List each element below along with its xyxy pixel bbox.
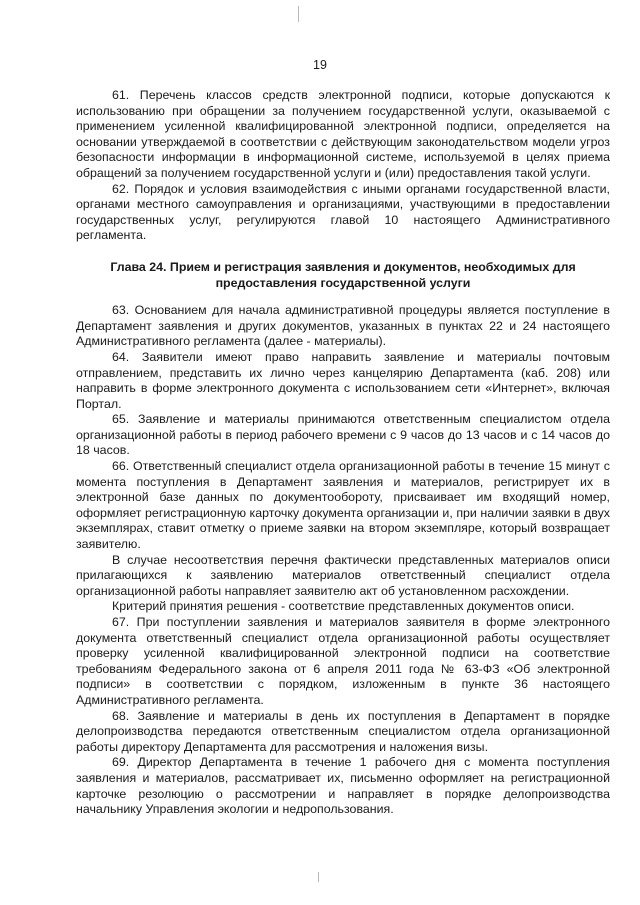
document-body xyxy=(76,88,610,818)
paragraph-64: 64. Заявители имеют право направить заявление и материалы почтовым отправлением, представить их лично через канцелярию Департамента (каб. 208) или направить в форме электронного документа с использованием сети «Интернет», включая Портал. xyxy=(76,349,610,411)
paragraph-66-criterion: Критерий принятия решения - соответствие представленных документов описи. xyxy=(112,599,575,614)
paragraph-62: 62. Порядок и условия взаимодействия с иными органами государственной власти, органами местного самоуправления и организациями, участвующими в предоставлении государственных услуг, регулируются главой 10 настоящего Административного регламента. xyxy=(76,181,610,243)
paragraph-66: 66. Ответственный специалист отдела организационной работы в течение 15 минут с момента поступления в Департамент заявления и материалов, регистрирует их в электронной базе данных по документообороту, присваивает им входящий номер, оформляет регистрационную карточку документа организации и, при наличии заявки в двух экземплярах, ставит отметку о приеме заявки на втором экземпляре, который возвращает заявителю. xyxy=(76,459,610,552)
chapter-heading: Глава 24. Прием и регистрация заявления и документов, необходимых для предоставления государственной услуги xyxy=(110,259,576,290)
scan-mark-bottom xyxy=(318,872,319,882)
paragraph-61: 61. Перечень классов средств электронной подписи, которые допускаются к использованию при обращении за получением государственной услуги, оказываемой с применением усиленной квалифицированной электронной подписи, определяется на основании утверждаемой в соответствии с действующим законодательством модели угроз безопасности информации в информационной системе, используемой в целях приема обращений за получением государственной услуги и (или) предоставления такой услуги. xyxy=(76,88,610,180)
paragraph-69: 69. Директор Департамента в течение 1 рабочего дня с момента поступления заявления и материалов, рассматривает их, письменно оформляет на регистрационной карточке резолюцию о рассмотрении и направляет в порядке делопроизводства начальнику Управления экологии и недропользования. xyxy=(76,755,610,817)
paragraph-67: 67. При поступлении заявления и материалов заявителя в форме электронного документа ответственный специалист отдела организационной работы осуществляет проверку усиленной квалифицированной электронной подписи на соответствие требованиям Федерального закона от 6 апреля 2011 года № 63-ФЗ «Об электронной подписи» в соответствии с порядком, изложенным в пункте 36 настоящего Административного регламента. xyxy=(76,615,610,707)
scan-mark-top xyxy=(298,6,299,22)
paragraph-68: 68. Заявление и материалы в день их поступления в Департамент в порядке делопроизводства передаются ответственным специалистом отдела организационной работы директору Департамента для рассмотрения и наложения визы. xyxy=(76,708,610,754)
paragraph-63: 63. Основанием для начала административной процедуры является поступление в Департамент заявления и других документов, указанных в пунктах 22 и 24 настоящего Административного регламента (далее - материалы). xyxy=(76,303,610,349)
page-number: 19 xyxy=(313,58,327,72)
paragraph-66-discrepancy: В случае несоответствия перечня фактически представленных материалов описи прилагающихся к заявлению материалов ответственный специалист отдела организационной работы направляет заявителю акт об установленном расхождении. xyxy=(76,552,610,598)
paragraph-65: 65. Заявление и материалы принимаются ответственным специалистом отдела организационной работы в период рабочего времени с 9 часов до 13 часов и с 14 часов до 18 часов. xyxy=(76,412,610,458)
